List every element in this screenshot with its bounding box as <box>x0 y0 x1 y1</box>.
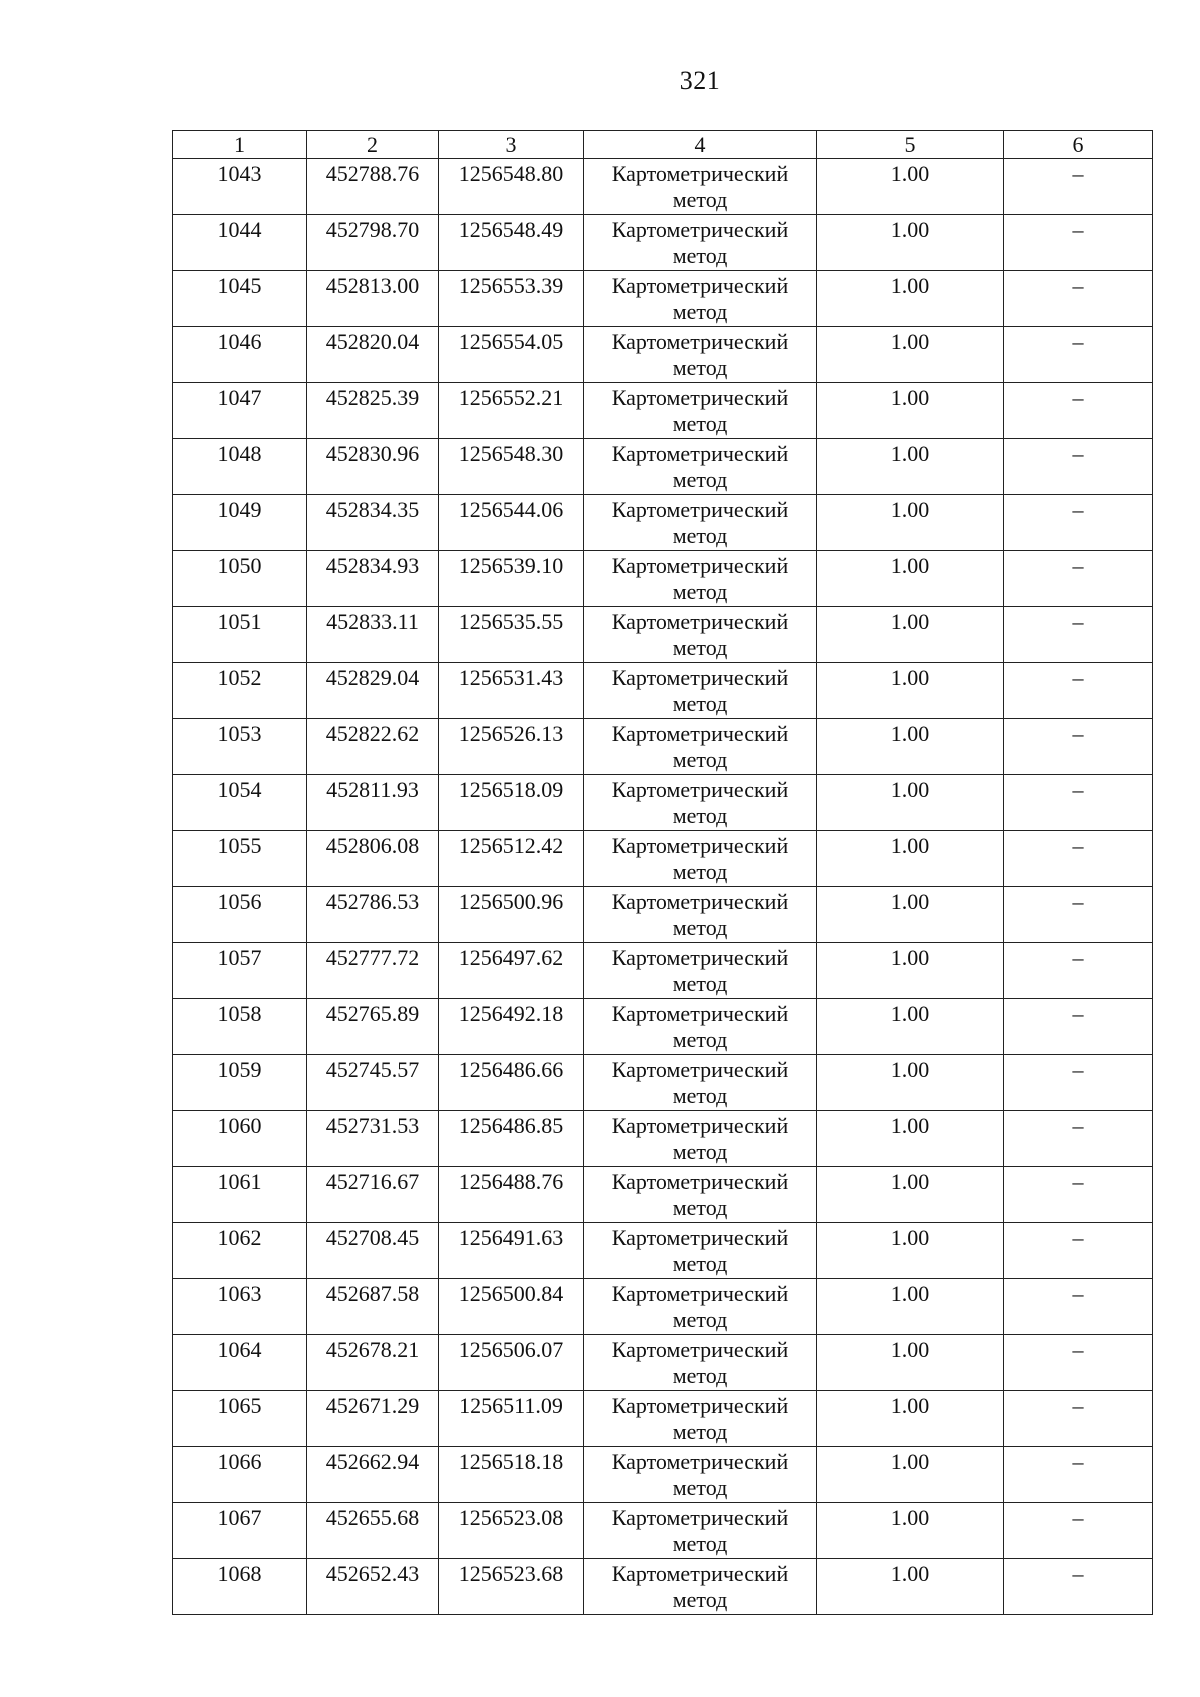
table-row <box>173 1223 1153 1279</box>
accuracy-cell: 1.00 <box>817 1503 1004 1559</box>
method-cell: Картометрический метод <box>584 1111 817 1167</box>
x-coordinate-cell: 452834.93 <box>307 551 439 607</box>
point-number-cell: 1059 <box>173 1055 307 1111</box>
method-cell: Картометрический метод <box>584 1167 817 1223</box>
x-coordinate-cell: 452820.04 <box>307 327 439 383</box>
x-coordinate-cell: 452830.96 <box>307 439 439 495</box>
accuracy-cell: 1.00 <box>817 607 1004 663</box>
y-coordinate-cell: 1256554.05 <box>439 327 584 383</box>
method-cell: Картометрический метод <box>584 495 817 551</box>
x-coordinate-cell: 452716.67 <box>307 1167 439 1223</box>
accuracy-cell: 1.00 <box>817 1223 1004 1279</box>
accuracy-cell: 1.00 <box>817 1167 1004 1223</box>
point-number-cell: 1068 <box>173 1559 307 1615</box>
accuracy-cell: 1.00 <box>817 495 1004 551</box>
method-cell: Картометрический метод <box>584 551 817 607</box>
description-cell: – <box>1004 607 1153 663</box>
accuracy-cell: 1.00 <box>817 383 1004 439</box>
y-coordinate-cell: 1256523.08 <box>439 1503 584 1559</box>
point-number-cell: 1058 <box>173 999 307 1055</box>
accuracy-cell: 1.00 <box>817 1559 1004 1615</box>
method-cell: Картометрический метод <box>584 1335 817 1391</box>
table-row <box>173 831 1153 887</box>
method-cell: Картометрический метод <box>584 215 817 271</box>
column-header-3: 3 <box>439 131 584 159</box>
method-cell: Картометрический метод <box>584 271 817 327</box>
method-cell: Картометрический метод <box>584 887 817 943</box>
table-row <box>173 215 1153 271</box>
table-row <box>173 999 1153 1055</box>
y-coordinate-cell: 1256518.18 <box>439 1447 584 1503</box>
table-row <box>173 327 1153 383</box>
y-coordinate-cell: 1256497.62 <box>439 943 584 999</box>
table-row <box>173 663 1153 719</box>
x-coordinate-cell: 452822.62 <box>307 719 439 775</box>
y-coordinate-cell: 1256553.39 <box>439 271 584 327</box>
point-number-cell: 1052 <box>173 663 307 719</box>
y-coordinate-cell: 1256486.66 <box>439 1055 584 1111</box>
x-coordinate-cell: 452834.35 <box>307 495 439 551</box>
x-coordinate-cell: 452833.11 <box>307 607 439 663</box>
description-cell: – <box>1004 1167 1153 1223</box>
table-row <box>173 551 1153 607</box>
point-number-cell: 1053 <box>173 719 307 775</box>
column-header-1: 1 <box>173 131 307 159</box>
accuracy-cell: 1.00 <box>817 215 1004 271</box>
x-coordinate-cell: 452662.94 <box>307 1447 439 1503</box>
table-row <box>173 159 1153 215</box>
method-cell: Картометрический метод <box>584 439 817 495</box>
accuracy-cell: 1.00 <box>817 831 1004 887</box>
y-coordinate-cell: 1256548.30 <box>439 439 584 495</box>
method-cell: Картометрический метод <box>584 607 817 663</box>
x-coordinate-cell: 452731.53 <box>307 1111 439 1167</box>
accuracy-cell: 1.00 <box>817 1279 1004 1335</box>
method-cell: Картометрический метод <box>584 1503 817 1559</box>
description-cell: – <box>1004 159 1153 215</box>
point-number-cell: 1044 <box>173 215 307 271</box>
accuracy-cell: 1.00 <box>817 1391 1004 1447</box>
method-cell: Картометрический метод <box>584 831 817 887</box>
y-coordinate-cell: 1256488.76 <box>439 1167 584 1223</box>
description-cell: – <box>1004 271 1153 327</box>
description-cell: – <box>1004 1559 1153 1615</box>
description-cell: – <box>1004 887 1153 943</box>
method-cell: Картометрический метод <box>584 1559 817 1615</box>
accuracy-cell: 1.00 <box>817 1111 1004 1167</box>
method-cell: Картометрический метод <box>584 383 817 439</box>
x-coordinate-cell: 452806.08 <box>307 831 439 887</box>
y-coordinate-cell: 1256518.09 <box>439 775 584 831</box>
method-cell: Картометрический метод <box>584 159 817 215</box>
table-row <box>173 775 1153 831</box>
table-row <box>173 1335 1153 1391</box>
y-coordinate-cell: 1256544.06 <box>439 495 584 551</box>
point-number-cell: 1046 <box>173 327 307 383</box>
table-row <box>173 1167 1153 1223</box>
point-number-cell: 1048 <box>173 439 307 495</box>
y-coordinate-cell: 1256531.43 <box>439 663 584 719</box>
point-number-cell: 1064 <box>173 1335 307 1391</box>
table-row <box>173 383 1153 439</box>
description-cell: – <box>1004 1055 1153 1111</box>
coordinates-table <box>172 130 1153 1615</box>
column-header-6: 6 <box>1004 131 1153 159</box>
x-coordinate-cell: 452652.43 <box>307 1559 439 1615</box>
description-cell: – <box>1004 439 1153 495</box>
x-coordinate-cell: 452655.68 <box>307 1503 439 1559</box>
method-cell: Картометрический метод <box>584 327 817 383</box>
x-coordinate-cell: 452788.76 <box>307 159 439 215</box>
table-row <box>173 719 1153 775</box>
description-cell: – <box>1004 1447 1153 1503</box>
accuracy-cell: 1.00 <box>817 327 1004 383</box>
description-cell: – <box>1004 775 1153 831</box>
point-number-cell: 1056 <box>173 887 307 943</box>
y-coordinate-cell: 1256506.07 <box>439 1335 584 1391</box>
method-cell: Картометрический метод <box>584 719 817 775</box>
method-cell: Картометрический метод <box>584 663 817 719</box>
table-row <box>173 1055 1153 1111</box>
point-number-cell: 1049 <box>173 495 307 551</box>
x-coordinate-cell: 452786.53 <box>307 887 439 943</box>
description-cell: – <box>1004 1223 1153 1279</box>
method-cell: Картометрический метод <box>584 1447 817 1503</box>
x-coordinate-cell: 452777.72 <box>307 943 439 999</box>
description-cell: – <box>1004 999 1153 1055</box>
description-cell: – <box>1004 383 1153 439</box>
table-row <box>173 607 1153 663</box>
point-number-cell: 1045 <box>173 271 307 327</box>
table-row <box>173 943 1153 999</box>
point-number-cell: 1057 <box>173 943 307 999</box>
y-coordinate-cell: 1256548.80 <box>439 159 584 215</box>
point-number-cell: 1051 <box>173 607 307 663</box>
x-coordinate-cell: 452829.04 <box>307 663 439 719</box>
point-number-cell: 1055 <box>173 831 307 887</box>
point-number-cell: 1054 <box>173 775 307 831</box>
method-cell: Картометрический метод <box>584 999 817 1055</box>
accuracy-cell: 1.00 <box>817 999 1004 1055</box>
x-coordinate-cell: 452671.29 <box>307 1391 439 1447</box>
description-cell: – <box>1004 495 1153 551</box>
x-coordinate-cell: 452687.58 <box>307 1279 439 1335</box>
accuracy-cell: 1.00 <box>817 159 1004 215</box>
method-cell: Картометрический метод <box>584 1055 817 1111</box>
point-number-cell: 1050 <box>173 551 307 607</box>
table-row <box>173 1447 1153 1503</box>
page-number: 321 <box>679 66 721 95</box>
y-coordinate-cell: 1256535.55 <box>439 607 584 663</box>
point-number-cell: 1063 <box>173 1279 307 1335</box>
description-cell: – <box>1004 1111 1153 1167</box>
method-cell: Картометрический метод <box>584 1279 817 1335</box>
accuracy-cell: 1.00 <box>817 719 1004 775</box>
table-row <box>173 495 1153 551</box>
table-header <box>173 131 1153 159</box>
description-cell: – <box>1004 943 1153 999</box>
point-number-cell: 1062 <box>173 1223 307 1279</box>
description-cell: – <box>1004 663 1153 719</box>
header-row <box>173 131 1153 159</box>
table-row <box>173 1503 1153 1559</box>
description-cell: – <box>1004 551 1153 607</box>
table-row <box>173 1559 1153 1615</box>
point-number-cell: 1043 <box>173 159 307 215</box>
y-coordinate-cell: 1256526.13 <box>439 719 584 775</box>
description-cell: – <box>1004 1335 1153 1391</box>
column-header-4: 4 <box>584 131 817 159</box>
accuracy-cell: 1.00 <box>817 439 1004 495</box>
x-coordinate-cell: 452745.57 <box>307 1055 439 1111</box>
table-row <box>173 271 1153 327</box>
y-coordinate-cell: 1256500.84 <box>439 1279 584 1335</box>
y-coordinate-cell: 1256539.10 <box>439 551 584 607</box>
table-body <box>173 159 1153 1615</box>
y-coordinate-cell: 1256500.96 <box>439 887 584 943</box>
method-cell: Картометрический метод <box>584 1223 817 1279</box>
point-number-cell: 1047 <box>173 383 307 439</box>
point-number-cell: 1065 <box>173 1391 307 1447</box>
method-cell: Картометрический метод <box>584 943 817 999</box>
y-coordinate-cell: 1256548.49 <box>439 215 584 271</box>
x-coordinate-cell: 452813.00 <box>307 271 439 327</box>
method-cell: Картометрический метод <box>584 1391 817 1447</box>
y-coordinate-cell: 1256492.18 <box>439 999 584 1055</box>
method-cell: Картометрический метод <box>584 775 817 831</box>
x-coordinate-cell: 452811.93 <box>307 775 439 831</box>
y-coordinate-cell: 1256512.42 <box>439 831 584 887</box>
description-cell: – <box>1004 1391 1153 1447</box>
x-coordinate-cell: 452708.45 <box>307 1223 439 1279</box>
accuracy-cell: 1.00 <box>817 1447 1004 1503</box>
point-number-cell: 1061 <box>173 1167 307 1223</box>
description-cell: – <box>1004 1279 1153 1335</box>
table-row <box>173 887 1153 943</box>
accuracy-cell: 1.00 <box>817 1335 1004 1391</box>
accuracy-cell: 1.00 <box>817 271 1004 327</box>
x-coordinate-cell: 452678.21 <box>307 1335 439 1391</box>
y-coordinate-cell: 1256486.85 <box>439 1111 584 1167</box>
y-coordinate-cell: 1256511.09 <box>439 1391 584 1447</box>
description-cell: – <box>1004 719 1153 775</box>
table-row <box>173 439 1153 495</box>
accuracy-cell: 1.00 <box>817 943 1004 999</box>
description-cell: – <box>1004 1503 1153 1559</box>
y-coordinate-cell: 1256552.21 <box>439 383 584 439</box>
x-coordinate-cell: 452765.89 <box>307 999 439 1055</box>
y-coordinate-cell: 1256491.63 <box>439 1223 584 1279</box>
y-coordinate-cell: 1256523.68 <box>439 1559 584 1615</box>
accuracy-cell: 1.00 <box>817 551 1004 607</box>
description-cell: – <box>1004 831 1153 887</box>
x-coordinate-cell: 452798.70 <box>307 215 439 271</box>
point-number-cell: 1066 <box>173 1447 307 1503</box>
table-row <box>173 1111 1153 1167</box>
accuracy-cell: 1.00 <box>817 663 1004 719</box>
table-row <box>173 1391 1153 1447</box>
x-coordinate-cell: 452825.39 <box>307 383 439 439</box>
point-number-cell: 1060 <box>173 1111 307 1167</box>
table-row <box>173 1279 1153 1335</box>
description-cell: – <box>1004 215 1153 271</box>
point-number-cell: 1067 <box>173 1503 307 1559</box>
accuracy-cell: 1.00 <box>817 1055 1004 1111</box>
column-header-2: 2 <box>307 131 439 159</box>
column-header-5: 5 <box>817 131 1004 159</box>
accuracy-cell: 1.00 <box>817 887 1004 943</box>
accuracy-cell: 1.00 <box>817 775 1004 831</box>
description-cell: – <box>1004 327 1153 383</box>
